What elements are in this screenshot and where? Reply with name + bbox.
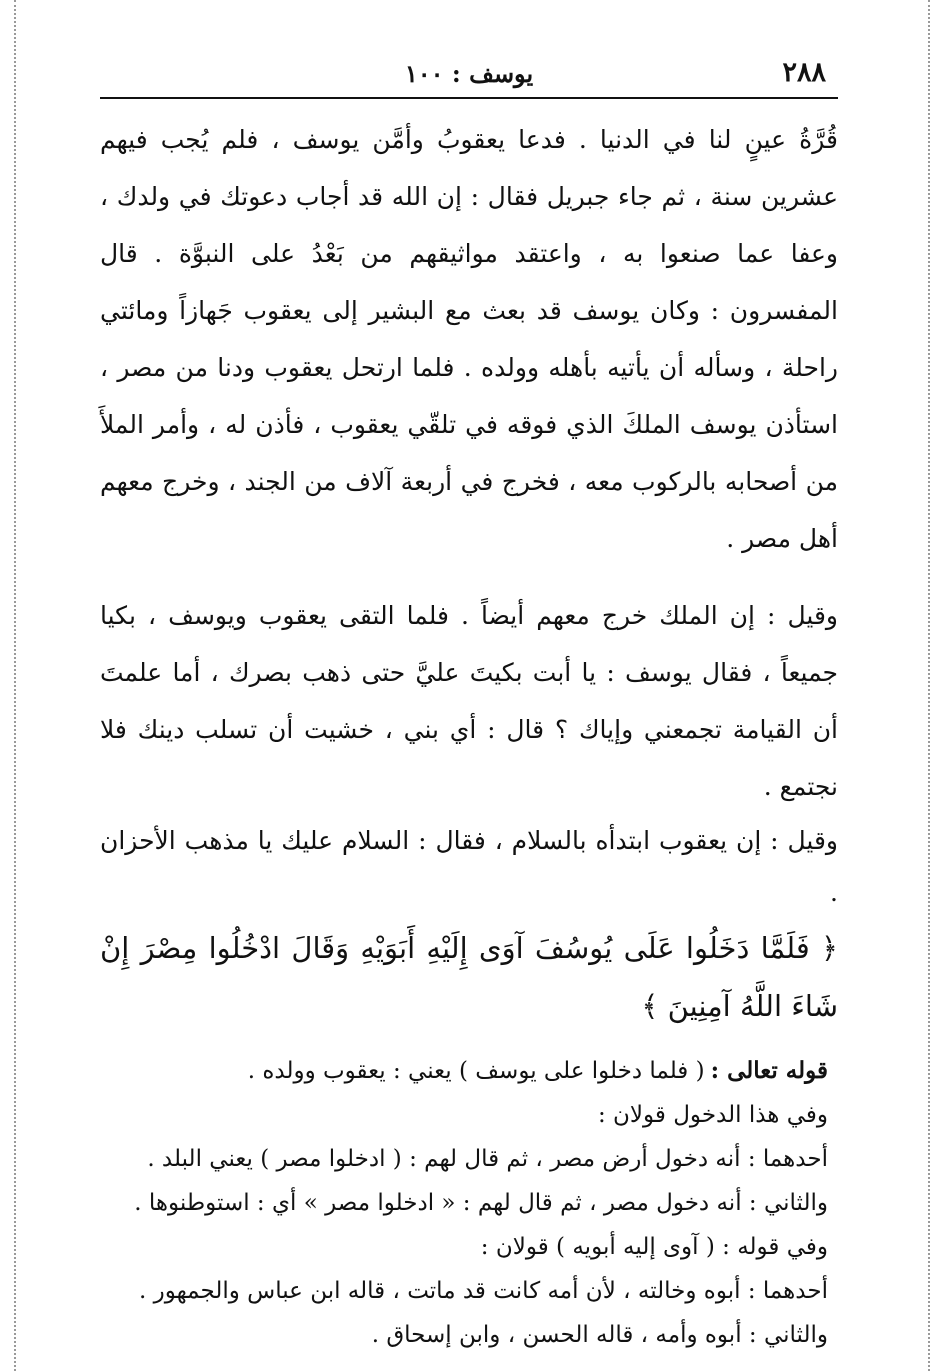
note-lead: قوله تعالى : [710,1057,828,1084]
note-line [100,1049,828,1093]
running-head: يوسف : ١٠٠ [404,59,534,88]
book-page [100,55,838,1348]
note-text: والثاني : أبوه وأمه ، قاله الحسن ، وابن إسحاق . [371,1322,828,1348]
commentary-notes [100,1049,838,1357]
page-header [100,55,838,93]
paragraph-2: وقيل : إن الملك خرج معهم أيضاً . فلما التقى يعقوب ويوسف ، بكيا جميعاً ، فقال يوسف : يا أبت بكيتَ عليَّ حتى ذهب بصرك ، أما علمتَ أن القيامة تجمعني وإياك ؟ قال : أي بني ، خشيت أن تسلب دينك فلا نجتمع . [100,601,838,801]
page-body [100,111,838,1357]
note-text: أحدهما : أنه دخول أرض مصر ، ثم قال لهم : ( ادخلوا مصر ) يعني البلد . [147,1146,828,1172]
note-line [100,1181,828,1225]
note-line [100,1269,828,1313]
header-rule [100,97,838,99]
note-line [100,1313,828,1357]
note-text: وفي هذا الدخول قولان : [597,1102,828,1128]
note-line [100,1137,828,1181]
note-text: والثاني : أنه دخول مصر ، ثم قال لهم : « ادخلوا مصر » أي : استوطنوها . [134,1190,828,1216]
note-line [100,1225,828,1269]
right-edge-dotted-line [928,0,930,1371]
page-number: ٢٨٨ [782,57,826,88]
paragraph-3: وقيل : إن يعقوب ابتدأه بالسلام ، فقال : السلام عليك يا مذهب الأحزان . [100,826,838,907]
left-edge-dotted-line [14,0,16,1371]
note-text: أحدهما : أبوه وخالته ، لأن أمه كانت قد ماتت ، قاله ابن عباس والجمهور . [138,1278,828,1304]
paragraph-1: قُرَّةُ عينٍ لنا في الدنيا . فدعا يعقوبُ وأمَّن يوسف ، فلم يُجب فيهم عشرين سنة ، ثم جاء جبريل فقال : إن الله قد أجاب دعوتك في ولدك ، وعفا عما صنعوا به ، واعتقد مواثيقهم من بَعْدُ على النبوَّة . قال المفسرون : وكان يوسف قد بعث مع البشير إلى يعقوب جَهازاً ومائتي راحلة ، وسأله أن يأتيه بأهله وولده . فلما ارتحل يعقوب ودنا من مصر ، استأذن يوسف الملكَ الذي فوقه في تلقّي يعقوب ، فأذن له ، وأمر الملأَ من أصحابه بالركوب معه ، فخرج في أربعة آلاف من الجند ، وخرج معهم أهل مصر . [100,125,838,553]
note-text: وفي قوله : ( آوى إليه أبويه ) قولان : [480,1234,828,1260]
quran-verse: ﴿ فَلَمَّا دَخَلُوا عَلَى يُوسُفَ آوَى إِلَيْهِ أَبَوَيْهِ وَقَالَ ادْخُلُوا مِصْرَ إِنْ شَاءَ اللَّهُ آمِنِينَ ﴾ [100,931,838,1023]
note-text: ( فلما دخلوا على يوسف ) يعني : يعقوب وولده . [247,1058,705,1084]
note-line [100,1093,828,1137]
